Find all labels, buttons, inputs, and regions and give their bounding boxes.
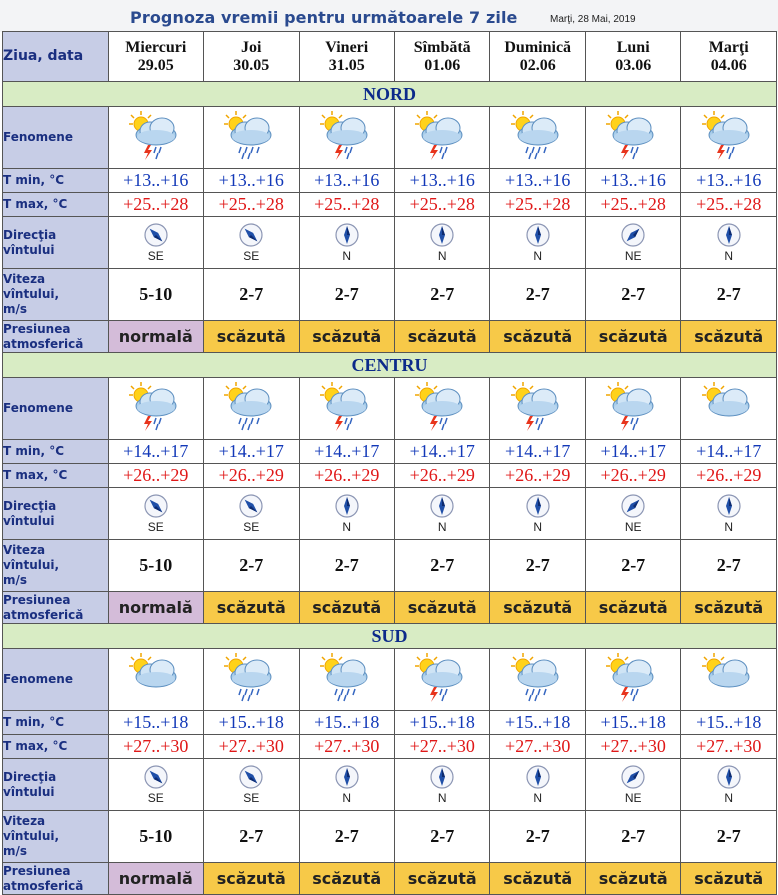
row-label — [3, 488, 109, 540]
compass-arrow-icon — [109, 764, 203, 790]
header-row — [3, 32, 777, 82]
sun-cloud-rain-icon — [299, 649, 394, 711]
page-title: Prognoza vremii pentru următoarele 7 zile — [130, 8, 518, 27]
compass-arrow-icon — [395, 222, 489, 248]
sun-cloud-icon — [108, 649, 203, 711]
tmin-row — [3, 440, 777, 464]
pressure-value: normală — [108, 863, 203, 895]
day-name: Vineri — [325, 38, 369, 56]
wind-direction-label: NE — [624, 791, 642, 805]
tmax-value: +27..+30 — [681, 735, 777, 759]
wind-speed-value: 2-7 — [681, 540, 777, 592]
day-date: 31.05 — [328, 56, 365, 74]
wind-direction-cell — [490, 488, 585, 540]
tmin-value: +13..+16 — [299, 169, 394, 193]
wind-speed-value: 5-10 — [108, 811, 203, 863]
compass-arrow-icon — [681, 222, 776, 248]
row-label — [3, 217, 109, 269]
pressure-value: scăzută — [585, 321, 680, 353]
row-label-line: m/s — [3, 302, 28, 316]
sun-cloud-rain-icon — [204, 378, 299, 440]
pressure-value: scăzută — [394, 863, 489, 895]
wind-speed-value: 2-7 — [299, 811, 394, 863]
day-header — [204, 32, 299, 82]
sun-cloud-thunder-icon — [681, 107, 777, 169]
pressure-value: scăzută — [490, 321, 585, 353]
phenomena-row — [3, 378, 777, 440]
row-label-line: Direcţia — [3, 498, 57, 513]
row-label: Fenomene — [3, 107, 109, 169]
wind-speed-value: 2-7 — [585, 540, 680, 592]
row-label-line: Direcţia — [3, 769, 57, 784]
row-label-line: vîntului — [3, 513, 55, 528]
tmin-row — [3, 169, 777, 193]
sun-cloud-thunder-icon — [394, 107, 489, 169]
sun-cloud-icon — [681, 378, 777, 440]
tmax-value: +25..+28 — [394, 193, 489, 217]
wind-speed-value: 2-7 — [299, 269, 394, 321]
region-section — [3, 82, 777, 107]
wind-speed-value: 2-7 — [394, 269, 489, 321]
pressure-value: scăzută — [585, 863, 680, 895]
day-date: 03.06 — [615, 56, 652, 74]
tmin-value: +15..+18 — [585, 711, 680, 735]
wind-direction-cell — [681, 759, 777, 811]
wind-direction-cell — [108, 217, 203, 269]
tmax-value: +25..+28 — [681, 193, 777, 217]
row-label-line: m/s — [3, 573, 28, 587]
tmax-value: +25..+28 — [585, 193, 680, 217]
tmin-value: +14..+17 — [394, 440, 489, 464]
row-label — [3, 540, 109, 592]
wind-direction-cell — [299, 759, 394, 811]
wind-speed-value: 2-7 — [585, 269, 680, 321]
pressure-row — [3, 321, 777, 353]
wind-direction-label: N — [342, 520, 352, 534]
row-label-line: vîntului, — [3, 287, 60, 301]
row-label-line: Direcţia — [3, 227, 57, 242]
wind-direction-cell — [585, 217, 680, 269]
tmax-value: +27..+30 — [394, 735, 489, 759]
tmin-value: +13..+16 — [585, 169, 680, 193]
wind-speed-row — [3, 540, 777, 592]
wind-speed-value: 2-7 — [299, 540, 394, 592]
tmin-value: +14..+17 — [204, 440, 299, 464]
wind-direction-cell — [394, 759, 489, 811]
tmax-value: +26..+29 — [681, 464, 777, 488]
tmax-value: +26..+29 — [394, 464, 489, 488]
wind-direction-cell — [585, 759, 680, 811]
row-label: T max, °C — [3, 464, 109, 488]
row-label-line: atmosferică — [3, 607, 84, 622]
wind-direction-cell — [299, 488, 394, 540]
pressure-row — [3, 863, 777, 895]
tmin-value: +15..+18 — [299, 711, 394, 735]
wind-direction-cell — [204, 217, 299, 269]
tmax-value: +26..+29 — [490, 464, 585, 488]
header-label: Ziua, data — [3, 32, 109, 82]
day-header — [108, 32, 203, 82]
row-label: T min, °C — [3, 440, 109, 464]
day-date: 30.05 — [233, 56, 270, 74]
wind-speed-row — [3, 811, 777, 863]
pressure-row — [3, 592, 777, 624]
pressure-value: scăzută — [681, 321, 777, 353]
tmin-value: +14..+17 — [299, 440, 394, 464]
tmin-value: +15..+18 — [394, 711, 489, 735]
compass-arrow-icon — [490, 764, 584, 790]
region-name: SUD — [3, 624, 777, 649]
wind-speed-value: 2-7 — [585, 811, 680, 863]
tmin-value: +13..+16 — [681, 169, 777, 193]
wind-direction-label: N — [533, 520, 543, 534]
compass-arrow-icon — [109, 493, 203, 519]
sun-cloud-thunder-icon — [394, 378, 489, 440]
wind-direction-cell — [108, 759, 203, 811]
compass-arrow-icon — [586, 493, 680, 519]
tmax-row — [3, 464, 777, 488]
wind-direction-label: SE — [147, 791, 164, 805]
sun-cloud-thunder-icon — [585, 107, 680, 169]
wind-speed-value: 2-7 — [681, 811, 777, 863]
wind-direction-label: N — [724, 791, 734, 805]
tmin-value: +15..+18 — [108, 711, 203, 735]
row-label-line: Presiunea — [3, 863, 71, 878]
wind-speed-value: 2-7 — [204, 269, 299, 321]
sun-cloud-rain-icon — [490, 649, 585, 711]
day-name: Luni — [616, 38, 650, 56]
sun-cloud-thunder-icon — [585, 649, 680, 711]
row-label — [3, 811, 109, 863]
wind-speed-value: 2-7 — [490, 811, 585, 863]
tmax-value: +27..+30 — [108, 735, 203, 759]
row-label-line: vîntului, — [3, 829, 60, 843]
row-label-line: Viteza — [3, 543, 46, 557]
wind-direction-label: SE — [147, 520, 164, 534]
wind-speed-value: 2-7 — [204, 811, 299, 863]
tmax-value: +27..+30 — [299, 735, 394, 759]
tmax-value: +26..+29 — [585, 464, 680, 488]
pressure-value: scăzută — [299, 321, 394, 353]
pressure-value: scăzută — [299, 863, 394, 895]
compass-arrow-icon — [204, 222, 298, 248]
wind-direction-cell — [299, 217, 394, 269]
tmax-value: +26..+29 — [204, 464, 299, 488]
row-label-line: Viteza — [3, 272, 46, 286]
wind-direction-label: N — [437, 520, 447, 534]
region-name: CENTRU — [3, 353, 777, 378]
pressure-value: scăzută — [299, 592, 394, 624]
tmax-value: +25..+28 — [490, 193, 585, 217]
wind-direction-label: N — [724, 520, 734, 534]
row-label-line: Presiunea — [3, 592, 71, 607]
region-name: NORD — [3, 82, 777, 107]
day-date: 29.05 — [137, 56, 174, 74]
tmax-value: +27..+30 — [204, 735, 299, 759]
wind-direction-label: NE — [624, 249, 642, 263]
pressure-value: scăzută — [585, 592, 680, 624]
row-label — [3, 863, 109, 895]
wind-direction-cell — [204, 488, 299, 540]
row-label: T max, °C — [3, 193, 109, 217]
tmin-value: +13..+16 — [204, 169, 299, 193]
tmin-value: +15..+18 — [681, 711, 777, 735]
sun-cloud-rain-icon — [204, 649, 299, 711]
pressure-value: normală — [108, 592, 203, 624]
row-label-line: vîntului — [3, 784, 55, 799]
wind-direction-cell — [490, 759, 585, 811]
sun-cloud-thunder-icon — [585, 378, 680, 440]
wind-direction-cell — [681, 488, 777, 540]
phenomena-row — [3, 649, 777, 711]
region-section — [3, 624, 777, 649]
wind-direction-label: NE — [624, 520, 642, 534]
tmax-value: +26..+29 — [299, 464, 394, 488]
wind-direction-row — [3, 759, 777, 811]
tmin-value: +14..+17 — [490, 440, 585, 464]
pressure-value: scăzută — [681, 592, 777, 624]
phenomena-row — [3, 107, 777, 169]
wind-direction-label: N — [533, 791, 543, 805]
wind-direction-label: N — [437, 791, 447, 805]
row-label: T min, °C — [3, 711, 109, 735]
row-label-line: m/s — [3, 844, 28, 858]
compass-arrow-icon — [490, 493, 584, 519]
wind-direction-label: SE — [243, 520, 260, 534]
pressure-value: scăzută — [394, 592, 489, 624]
row-label: T max, °C — [3, 735, 109, 759]
tmax-value: +26..+29 — [108, 464, 203, 488]
wind-direction-label: N — [533, 249, 543, 263]
sun-cloud-thunder-icon — [490, 378, 585, 440]
compass-arrow-icon — [204, 764, 298, 790]
sun-cloud-thunder-icon — [299, 378, 394, 440]
compass-arrow-icon — [300, 493, 394, 519]
row-label-line: Presiunea — [3, 321, 71, 336]
row-label — [3, 759, 109, 811]
wind-speed-row — [3, 269, 777, 321]
tmin-value: +13..+16 — [108, 169, 203, 193]
sun-cloud-thunder-icon — [299, 107, 394, 169]
wind-speed-value: 5-10 — [108, 540, 203, 592]
wind-direction-label: SE — [147, 249, 164, 263]
compass-arrow-icon — [395, 764, 489, 790]
wind-direction-label: N — [437, 249, 447, 263]
compass-arrow-icon — [681, 764, 776, 790]
wind-speed-value: 2-7 — [681, 269, 777, 321]
wind-direction-cell — [490, 217, 585, 269]
row-label: Fenomene — [3, 649, 109, 711]
sun-cloud-thunder-icon — [394, 649, 489, 711]
wind-direction-cell — [204, 759, 299, 811]
compass-arrow-icon — [586, 222, 680, 248]
pressure-value: normală — [108, 321, 203, 353]
sun-cloud-rain-icon — [490, 107, 585, 169]
tmax-value: +27..+30 — [585, 735, 680, 759]
row-label-line: vîntului, — [3, 558, 60, 572]
wind-speed-value: 2-7 — [394, 811, 489, 863]
compass-arrow-icon — [586, 764, 680, 790]
day-name: Joi — [241, 38, 262, 56]
row-label — [3, 269, 109, 321]
sun-cloud-icon — [681, 649, 777, 711]
tmin-value: +13..+16 — [490, 169, 585, 193]
tmax-value: +27..+30 — [490, 735, 585, 759]
compass-arrow-icon — [681, 493, 776, 519]
title-bar — [0, 0, 778, 32]
day-date: 04.06 — [710, 56, 747, 74]
row-label-line: atmosferică — [3, 878, 84, 893]
wind-direction-cell — [394, 488, 489, 540]
sun-cloud-thunder-icon — [108, 378, 203, 440]
tmin-value: +14..+17 — [108, 440, 203, 464]
wind-direction-cell — [394, 217, 489, 269]
sun-cloud-thunder-icon — [108, 107, 203, 169]
compass-arrow-icon — [204, 493, 298, 519]
compass-arrow-icon — [300, 222, 394, 248]
pressure-value: scăzută — [204, 321, 299, 353]
wind-direction-label: SE — [243, 249, 260, 263]
day-header — [681, 32, 777, 82]
wind-speed-value: 2-7 — [204, 540, 299, 592]
day-name: Marţi — [708, 38, 749, 56]
wind-speed-value: 2-7 — [490, 540, 585, 592]
wind-speed-value: 5-10 — [108, 269, 203, 321]
day-header — [490, 32, 585, 82]
day-date: 01.06 — [424, 56, 461, 74]
day-name: Duminică — [504, 38, 572, 56]
day-name: Sîmbătă — [413, 38, 471, 56]
pressure-value: scăzută — [681, 863, 777, 895]
tmax-value: +25..+28 — [299, 193, 394, 217]
day-name: Miercuri — [125, 38, 187, 56]
wind-direction-label: N — [342, 791, 352, 805]
tmin-row — [3, 711, 777, 735]
compass-arrow-icon — [300, 764, 394, 790]
day-header — [394, 32, 489, 82]
row-label — [3, 321, 109, 353]
compass-arrow-icon — [490, 222, 584, 248]
wind-direction-cell — [108, 488, 203, 540]
forecast-table — [2, 31, 777, 895]
wind-direction-label: N — [724, 249, 734, 263]
wind-direction-row — [3, 488, 777, 540]
compass-arrow-icon — [395, 493, 489, 519]
row-label: Fenomene — [3, 378, 109, 440]
tmax-row — [3, 735, 777, 759]
day-header — [585, 32, 680, 82]
wind-speed-value: 2-7 — [394, 540, 489, 592]
row-label-line: atmosferică — [3, 336, 84, 351]
pressure-value: scăzută — [394, 321, 489, 353]
pressure-value: scăzută — [490, 863, 585, 895]
tmin-value: +13..+16 — [394, 169, 489, 193]
pressure-value: scăzută — [204, 592, 299, 624]
day-header — [299, 32, 394, 82]
tmax-row — [3, 193, 777, 217]
row-label-line: Viteza — [3, 814, 46, 828]
current-date: Marţi, 28 Mai, 2019 — [550, 14, 636, 25]
row-label: T min, °C — [3, 169, 109, 193]
pressure-value: scăzută — [490, 592, 585, 624]
tmin-value: +15..+18 — [490, 711, 585, 735]
row-label-line: vîntului — [3, 242, 55, 257]
sun-cloud-rain-icon — [204, 107, 299, 169]
tmin-value: +14..+17 — [681, 440, 777, 464]
wind-direction-label: SE — [243, 791, 260, 805]
tmin-value: +15..+18 — [204, 711, 299, 735]
tmax-value: +25..+28 — [108, 193, 203, 217]
tmin-value: +14..+17 — [585, 440, 680, 464]
wind-speed-value: 2-7 — [490, 269, 585, 321]
wind-direction-cell — [585, 488, 680, 540]
row-label — [3, 592, 109, 624]
pressure-value: scăzută — [204, 863, 299, 895]
day-date: 02.06 — [519, 56, 556, 74]
wind-direction-cell — [681, 217, 777, 269]
compass-arrow-icon — [109, 222, 203, 248]
wind-direction-label: N — [342, 249, 352, 263]
tmax-value: +25..+28 — [204, 193, 299, 217]
wind-direction-row — [3, 217, 777, 269]
region-section — [3, 353, 777, 378]
